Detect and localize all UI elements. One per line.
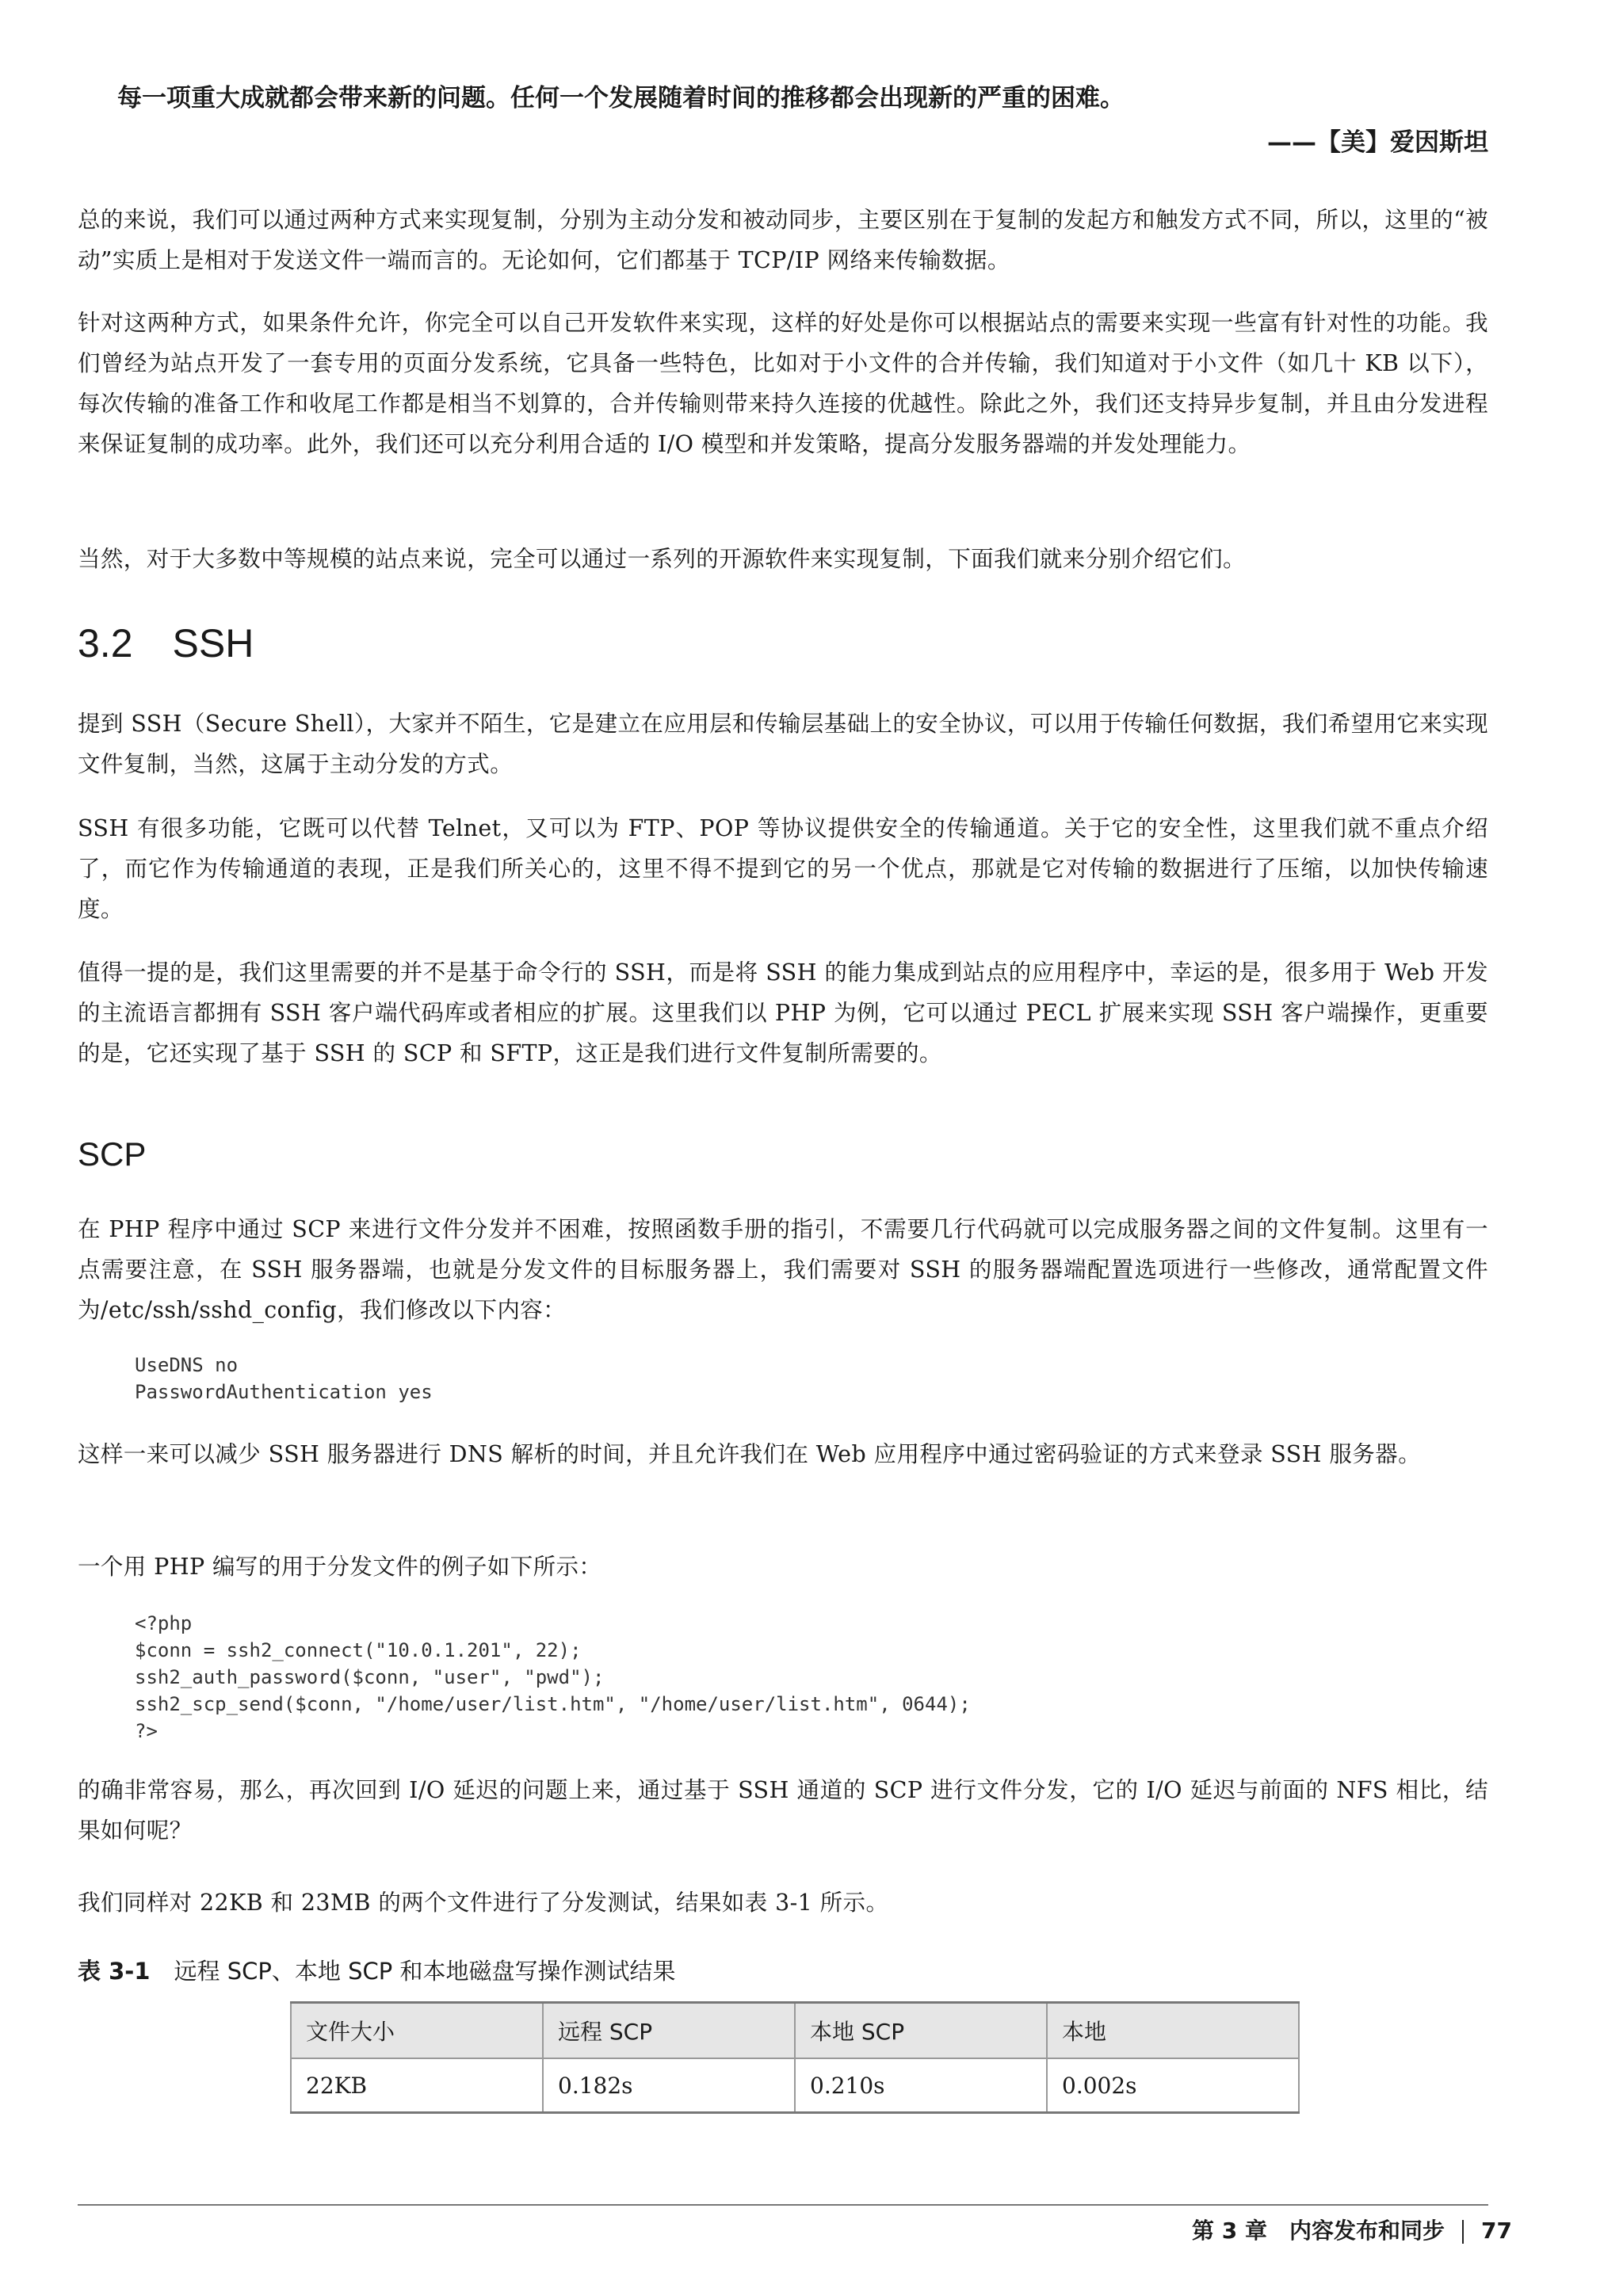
paragraph: 这样一来可以减少 SSH 服务器进行 DNS 解析的时间，并且允许我们在 Web 应用程序中通过密码验证的方式来登录 SSH 服务器。 [78, 1441, 1421, 1467]
paragraph: 一个用 PHP 编写的用于分发文件的例子如下所示： [78, 1554, 602, 1580]
paragraph: 值得一提的是，我们这里需要的并不是基于命令行的 SSH，而是将 SSH 的能力集成到站点的应用程序中，幸运的是，很多用于 Web 开发的主流语言都拥有 SSH 客户端代码库或者相应的扩展。这里我们以 PHP 为例，它可以通过 PECL 扩展来实现 SSH 客户端操作，更重要的是，它还实现了基于 SSH 的 SCP 和 SFTP，这正是我们进行文件复制所需要的。 [78, 959, 1488, 1066]
epigraph-author: ——【美】爱因斯坦 [1267, 128, 1488, 157]
paragraph: 当然，对于大多数中等规模的站点来说，完全可以通过一系列的开源软件来实现复制，下面我们就来分别介绍它们。 [78, 546, 1246, 572]
paragraph: 我们同样对 22KB 和 23MB 的两个文件进行了分发测试，结果如表 3-1 所示。 [78, 1890, 889, 1916]
results-table [290, 2001, 1300, 2114]
section-heading: 3.2 SSH [78, 621, 254, 666]
table-cell: 0.182s [543, 2058, 795, 2113]
table-caption [78, 1955, 675, 1987]
table-caption-number: 表 3-1 [78, 1958, 151, 1985]
column-header-file-size: 文件大小 [291, 2003, 543, 2059]
table-cell: 0.002s [1047, 2058, 1299, 2113]
column-header-remote-scp: 远程 SCP [543, 2003, 795, 2059]
subsection-heading: SCP [78, 1135, 147, 1173]
paragraph: 的确非常容易，那么，再次回到 I/O 延迟的问题上来，通过基于 SSH 通道的 SCP 进行文件分发，它的 I/O 延迟与前面的 NFS 相比，结果如何呢？ [78, 1777, 1488, 1844]
epigraph [117, 76, 1488, 165]
table-header-row [291, 2003, 1299, 2059]
paragraph: 在 PHP 程序中通过 SCP 来进行文件分发并不困难，按照函数手册的指引，不需要几行代码就可以完成服务器之间的文件复制。这里有一点需要注意，在 SSH 服务器端，也就是分发文件的目标服务器上，我们需要对 SSH 的服务器端配置选项进行一些修改，通常配置文件为/etc/ssh/sshd_config，我们修改以下内容： [78, 1216, 1488, 1323]
footer-divider [78, 2204, 1488, 2206]
paragraph: 针对这两种方式，如果条件允许，你完全可以自己开发软件来实现，这样的好处是你可以根据站点的需要来实现一些富有针对性的功能。我们曾经为站点开发了一套专用的页面分发系统，它具备一些特色，比如对于小文件的合并传输，我们知道对于小文件（如几十 KB 以下），每次传输的准备工作和收尾工作都是相当不划算的，合并传输则带来持久连接的优越性。除此之外，我们还支持异步复制，并且由分发进程来保证复制的成功率。此外，我们还可以充分利用合适的 I/O 模型和并发策略，提高分发服务器端的并发处理能力。 [78, 310, 1488, 457]
table-caption-text: 远程 SCP、本地 SCP 和本地磁盘写操作测试结果 [174, 1958, 676, 1985]
page-number: 77 [1481, 2218, 1512, 2244]
column-header-local: 本地 [1047, 2003, 1299, 2059]
paragraph: 总的来说，我们可以通过两种方式来实现复制，分别为主动分发和被动同步，主要区别在于复制的发起方和触发方式不同，所以，这里的“被动”实质上是相对于发送文件一端而言的。无论如何，它们都基于 TCP/IP 网络来传输数据。 [78, 207, 1488, 273]
page-footer [1192, 2215, 1512, 2247]
column-header-local-scp: 本地 SCP [795, 2003, 1047, 2059]
epigraph-text: 每一项重大成就都会带来新的问题。任何一个发展随着时间的推移都会出现新的严重的困难。 [117, 84, 1125, 113]
table-cell: 22KB [291, 2058, 543, 2113]
paragraph: SSH 有很多功能，它既可以代替 Telnet，又可以为 FTP、POP 等协议提供安全的传输通道。关于它的安全性，这里我们就不重点介绍了，而它作为传输通道的表现，正是我们所关心的，这里不得不提到它的另一个优点，那就是它对传输的数据进行了压缩，以加快传输速度。 [78, 815, 1488, 922]
footer-separator [1462, 2220, 1464, 2244]
paragraph: 提到 SSH（Secure Shell），大家并不陌生，它是建立在应用层和传输层基础上的安全协议，可以用于传输任何数据，我们希望用它来实现文件复制，当然，这属于主动分发的方式。 [78, 711, 1488, 777]
table-cell: 0.210s [795, 2058, 1047, 2113]
chapter-title: 第 3 章 内容发布和同步 [1192, 2218, 1445, 2244]
code-block-php: <?php $conn = ssh2_connect("10.0.1.201", 22); ssh2_auth_password($conn, "user", "pwd"); ssh2_scp_send($conn, "/home/user/list.htm", "/home/user/list.htm", 0644); ?> [135, 1612, 971, 1742]
table-row [291, 2058, 1299, 2113]
code-block-config: UseDNS no PasswordAuthentication yes [135, 1354, 433, 1403]
